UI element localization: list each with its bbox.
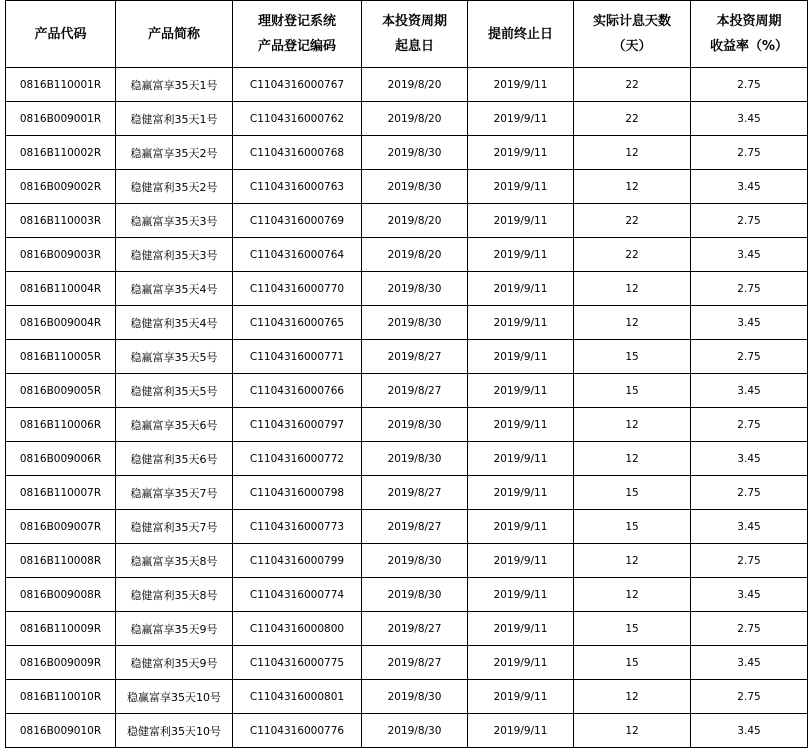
cell-yield-rate: 2.75	[691, 544, 808, 578]
cell-interest-days: 12	[574, 544, 691, 578]
cell-termination-date: 2019/9/11	[468, 204, 574, 238]
header-product-code	[6, 1, 116, 68]
cell-value-date: 2019/8/20	[362, 68, 468, 102]
cell-interest-days: 15	[574, 374, 691, 408]
cell-termination-date: 2019/9/11	[468, 578, 574, 612]
cell-value-date: 2019/8/30	[362, 714, 468, 748]
cell-interest-days: 22	[574, 102, 691, 136]
cell-registration-code: C1104316000771	[233, 340, 362, 374]
cell-registration-code: C1104316000800	[233, 612, 362, 646]
cell-value-date: 2019/8/30	[362, 272, 468, 306]
cell-yield-rate: 3.45	[691, 374, 808, 408]
cell-product-name: 稳健富利35天6号	[116, 442, 233, 476]
table-row	[6, 204, 808, 238]
cell-interest-days: 12	[574, 306, 691, 340]
cell-yield-rate: 2.75	[691, 68, 808, 102]
header-value-date	[362, 1, 468, 68]
cell-value-date: 2019/8/20	[362, 204, 468, 238]
cell-registration-code: C1104316000775	[233, 646, 362, 680]
cell-product-name: 稳健富利35天5号	[116, 374, 233, 408]
cell-termination-date: 2019/9/11	[468, 442, 574, 476]
table-row	[6, 238, 808, 272]
table-row	[6, 680, 808, 714]
cell-interest-days: 12	[574, 408, 691, 442]
cell-value-date: 2019/8/27	[362, 612, 468, 646]
table-row	[6, 306, 808, 340]
cell-product-name: 稳赢富享35天4号	[116, 272, 233, 306]
table-row	[6, 272, 808, 306]
cell-product-code: 0816B110010R	[6, 680, 116, 714]
cell-yield-rate: 2.75	[691, 680, 808, 714]
table-row	[6, 408, 808, 442]
table-row	[6, 340, 808, 374]
cell-product-code: 0816B110002R	[6, 136, 116, 170]
cell-product-code: 0816B110007R	[6, 476, 116, 510]
cell-value-date: 2019/8/30	[362, 408, 468, 442]
cell-interest-days: 12	[574, 136, 691, 170]
cell-value-date: 2019/8/30	[362, 442, 468, 476]
cell-product-code: 0816B009007R	[6, 510, 116, 544]
header-product-name	[116, 1, 233, 68]
cell-registration-code: C1104316000776	[233, 714, 362, 748]
cell-value-date: 2019/8/27	[362, 646, 468, 680]
cell-registration-code: C1104316000763	[233, 170, 362, 204]
cell-registration-code: C1104316000798	[233, 476, 362, 510]
cell-product-code: 0816B110006R	[6, 408, 116, 442]
cell-value-date: 2019/8/30	[362, 680, 468, 714]
cell-product-name: 稳赢富享35天1号	[116, 68, 233, 102]
cell-value-date: 2019/8/27	[362, 476, 468, 510]
cell-registration-code: C1104316000797	[233, 408, 362, 442]
cell-yield-rate: 3.45	[691, 170, 808, 204]
cell-interest-days: 15	[574, 476, 691, 510]
cell-product-name: 稳赢富享35天6号	[116, 408, 233, 442]
header-line: 提前终止日	[487, 26, 553, 42]
cell-value-date: 2019/8/30	[362, 136, 468, 170]
cell-value-date: 2019/8/30	[362, 170, 468, 204]
cell-interest-days: 22	[574, 68, 691, 102]
cell-yield-rate: 3.45	[691, 578, 808, 612]
cell-yield-rate: 2.75	[691, 612, 808, 646]
cell-product-code: 0816B009006R	[6, 442, 116, 476]
cell-product-name: 稳健富利35天7号	[116, 510, 233, 544]
cell-termination-date: 2019/9/11	[468, 544, 574, 578]
cell-value-date: 2019/8/30	[362, 306, 468, 340]
cell-registration-code: C1104316000765	[233, 306, 362, 340]
cell-yield-rate: 2.75	[691, 340, 808, 374]
cell-yield-rate: 3.45	[691, 646, 808, 680]
cell-product-name: 稳健富利35天4号	[116, 306, 233, 340]
cell-interest-days: 15	[574, 510, 691, 544]
cell-yield-rate: 2.75	[691, 204, 808, 238]
header-line: （天）	[612, 39, 652, 54]
table-body	[6, 68, 808, 748]
cell-value-date: 2019/8/27	[362, 340, 468, 374]
product-table	[5, 0, 808, 748]
cell-termination-date: 2019/9/11	[468, 238, 574, 272]
cell-value-date: 2019/8/30	[362, 544, 468, 578]
cell-product-code: 0816B009004R	[6, 306, 116, 340]
cell-registration-code: C1104316000766	[233, 374, 362, 408]
cell-registration-code: C1104316000773	[233, 510, 362, 544]
table-header-row	[6, 1, 808, 68]
header-line: 起息日	[394, 39, 434, 54]
cell-yield-rate: 3.45	[691, 714, 808, 748]
cell-product-code: 0816B110009R	[6, 612, 116, 646]
cell-product-code: 0816B009009R	[6, 646, 116, 680]
table-row	[6, 646, 808, 680]
cell-termination-date: 2019/9/11	[468, 408, 574, 442]
table-row	[6, 442, 808, 476]
cell-registration-code: C1104316000772	[233, 442, 362, 476]
cell-interest-days: 15	[574, 612, 691, 646]
header-registration-code	[233, 1, 362, 68]
cell-termination-date: 2019/9/11	[468, 68, 574, 102]
cell-value-date: 2019/8/30	[362, 578, 468, 612]
cell-registration-code: C1104316000774	[233, 578, 362, 612]
cell-product-code: 0816B009010R	[6, 714, 116, 748]
cell-termination-date: 2019/9/11	[468, 374, 574, 408]
cell-product-code: 0816B009003R	[6, 238, 116, 272]
cell-product-name: 稳赢富享35天5号	[116, 340, 233, 374]
table-row	[6, 578, 808, 612]
cell-product-name: 稳赢富享35天2号	[116, 136, 233, 170]
header-line: 本投资周期	[716, 14, 782, 29]
cell-yield-rate: 2.75	[691, 272, 808, 306]
table-row	[6, 102, 808, 136]
table-row	[6, 170, 808, 204]
cell-termination-date: 2019/9/11	[468, 136, 574, 170]
table-row	[6, 68, 808, 102]
cell-yield-rate: 3.45	[691, 306, 808, 340]
cell-yield-rate: 2.75	[691, 136, 808, 170]
cell-yield-rate: 3.45	[691, 442, 808, 476]
table-row	[6, 612, 808, 646]
cell-value-date: 2019/8/20	[362, 102, 468, 136]
cell-product-code: 0816B009002R	[6, 170, 116, 204]
cell-registration-code: C1104316000770	[233, 272, 362, 306]
header-yield-rate	[691, 1, 808, 68]
cell-termination-date: 2019/9/11	[468, 510, 574, 544]
cell-product-code: 0816B110003R	[6, 204, 116, 238]
cell-termination-date: 2019/9/11	[468, 714, 574, 748]
header-termination-date	[468, 1, 574, 68]
cell-interest-days: 22	[574, 204, 691, 238]
table-row	[6, 374, 808, 408]
cell-product-code: 0816B110005R	[6, 340, 116, 374]
table-row	[6, 136, 808, 170]
cell-product-name: 稳赢富享35天8号	[116, 544, 233, 578]
cell-termination-date: 2019/9/11	[468, 306, 574, 340]
cell-registration-code: C1104316000769	[233, 204, 362, 238]
header-line: 收益率（%）	[709, 39, 789, 54]
cell-interest-days: 12	[574, 442, 691, 476]
cell-value-date: 2019/8/27	[362, 374, 468, 408]
cell-termination-date: 2019/9/11	[468, 612, 574, 646]
cell-interest-days: 12	[574, 170, 691, 204]
cell-product-code: 0816B110001R	[6, 68, 116, 102]
cell-yield-rate: 3.45	[691, 102, 808, 136]
cell-product-name: 稳健富利35天10号	[116, 714, 233, 748]
table-row	[6, 544, 808, 578]
cell-interest-days: 22	[574, 238, 691, 272]
cell-termination-date: 2019/9/11	[468, 272, 574, 306]
header-line: 本投资周期	[381, 14, 447, 29]
cell-registration-code: C1104316000762	[233, 102, 362, 136]
cell-interest-days: 12	[574, 578, 691, 612]
cell-interest-days: 15	[574, 646, 691, 680]
cell-product-name: 稳健富利35天8号	[116, 578, 233, 612]
cell-registration-code: C1104316000767	[233, 68, 362, 102]
cell-termination-date: 2019/9/11	[468, 340, 574, 374]
cell-registration-code: C1104316000799	[233, 544, 362, 578]
cell-product-name: 稳赢富享35天3号	[116, 204, 233, 238]
table-row	[6, 476, 808, 510]
cell-product-name: 稳赢富享35天10号	[116, 680, 233, 714]
cell-termination-date: 2019/9/11	[468, 102, 574, 136]
header-line: 产品登记编码	[257, 39, 336, 54]
cell-registration-code: C1104316000764	[233, 238, 362, 272]
cell-product-code: 0816B110008R	[6, 544, 116, 578]
cell-value-date: 2019/8/27	[362, 510, 468, 544]
cell-product-name: 稳健富利35天2号	[116, 170, 233, 204]
cell-product-name: 稳赢富享35天9号	[116, 612, 233, 646]
table-row	[6, 714, 808, 748]
cell-interest-days: 12	[574, 680, 691, 714]
cell-termination-date: 2019/9/11	[468, 476, 574, 510]
cell-product-code: 0816B009008R	[6, 578, 116, 612]
cell-yield-rate: 3.45	[691, 238, 808, 272]
cell-product-code: 0816B009001R	[6, 102, 116, 136]
header-line: 产品简称	[147, 26, 200, 42]
header-interest-days	[574, 1, 691, 68]
cell-termination-date: 2019/9/11	[468, 646, 574, 680]
cell-termination-date: 2019/9/11	[468, 680, 574, 714]
cell-yield-rate: 2.75	[691, 408, 808, 442]
cell-product-code: 0816B110004R	[6, 272, 116, 306]
cell-interest-days: 12	[574, 272, 691, 306]
cell-registration-code: C1104316000801	[233, 680, 362, 714]
cell-yield-rate: 2.75	[691, 476, 808, 510]
cell-value-date: 2019/8/20	[362, 238, 468, 272]
header-line: 实际计息天数	[592, 14, 671, 29]
header-line: 理财登记系统	[257, 14, 336, 29]
cell-interest-days: 15	[574, 340, 691, 374]
cell-yield-rate: 3.45	[691, 510, 808, 544]
cell-product-name: 稳赢富享35天7号	[116, 476, 233, 510]
table-row	[6, 510, 808, 544]
cell-product-code: 0816B009005R	[6, 374, 116, 408]
cell-registration-code: C1104316000768	[233, 136, 362, 170]
cell-product-name: 稳健富利35天9号	[116, 646, 233, 680]
header-line: 产品代码	[34, 26, 87, 42]
cell-product-name: 稳健富利35天1号	[116, 102, 233, 136]
cell-termination-date: 2019/9/11	[468, 170, 574, 204]
cell-interest-days: 12	[574, 714, 691, 748]
cell-product-name: 稳健富利35天3号	[116, 238, 233, 272]
